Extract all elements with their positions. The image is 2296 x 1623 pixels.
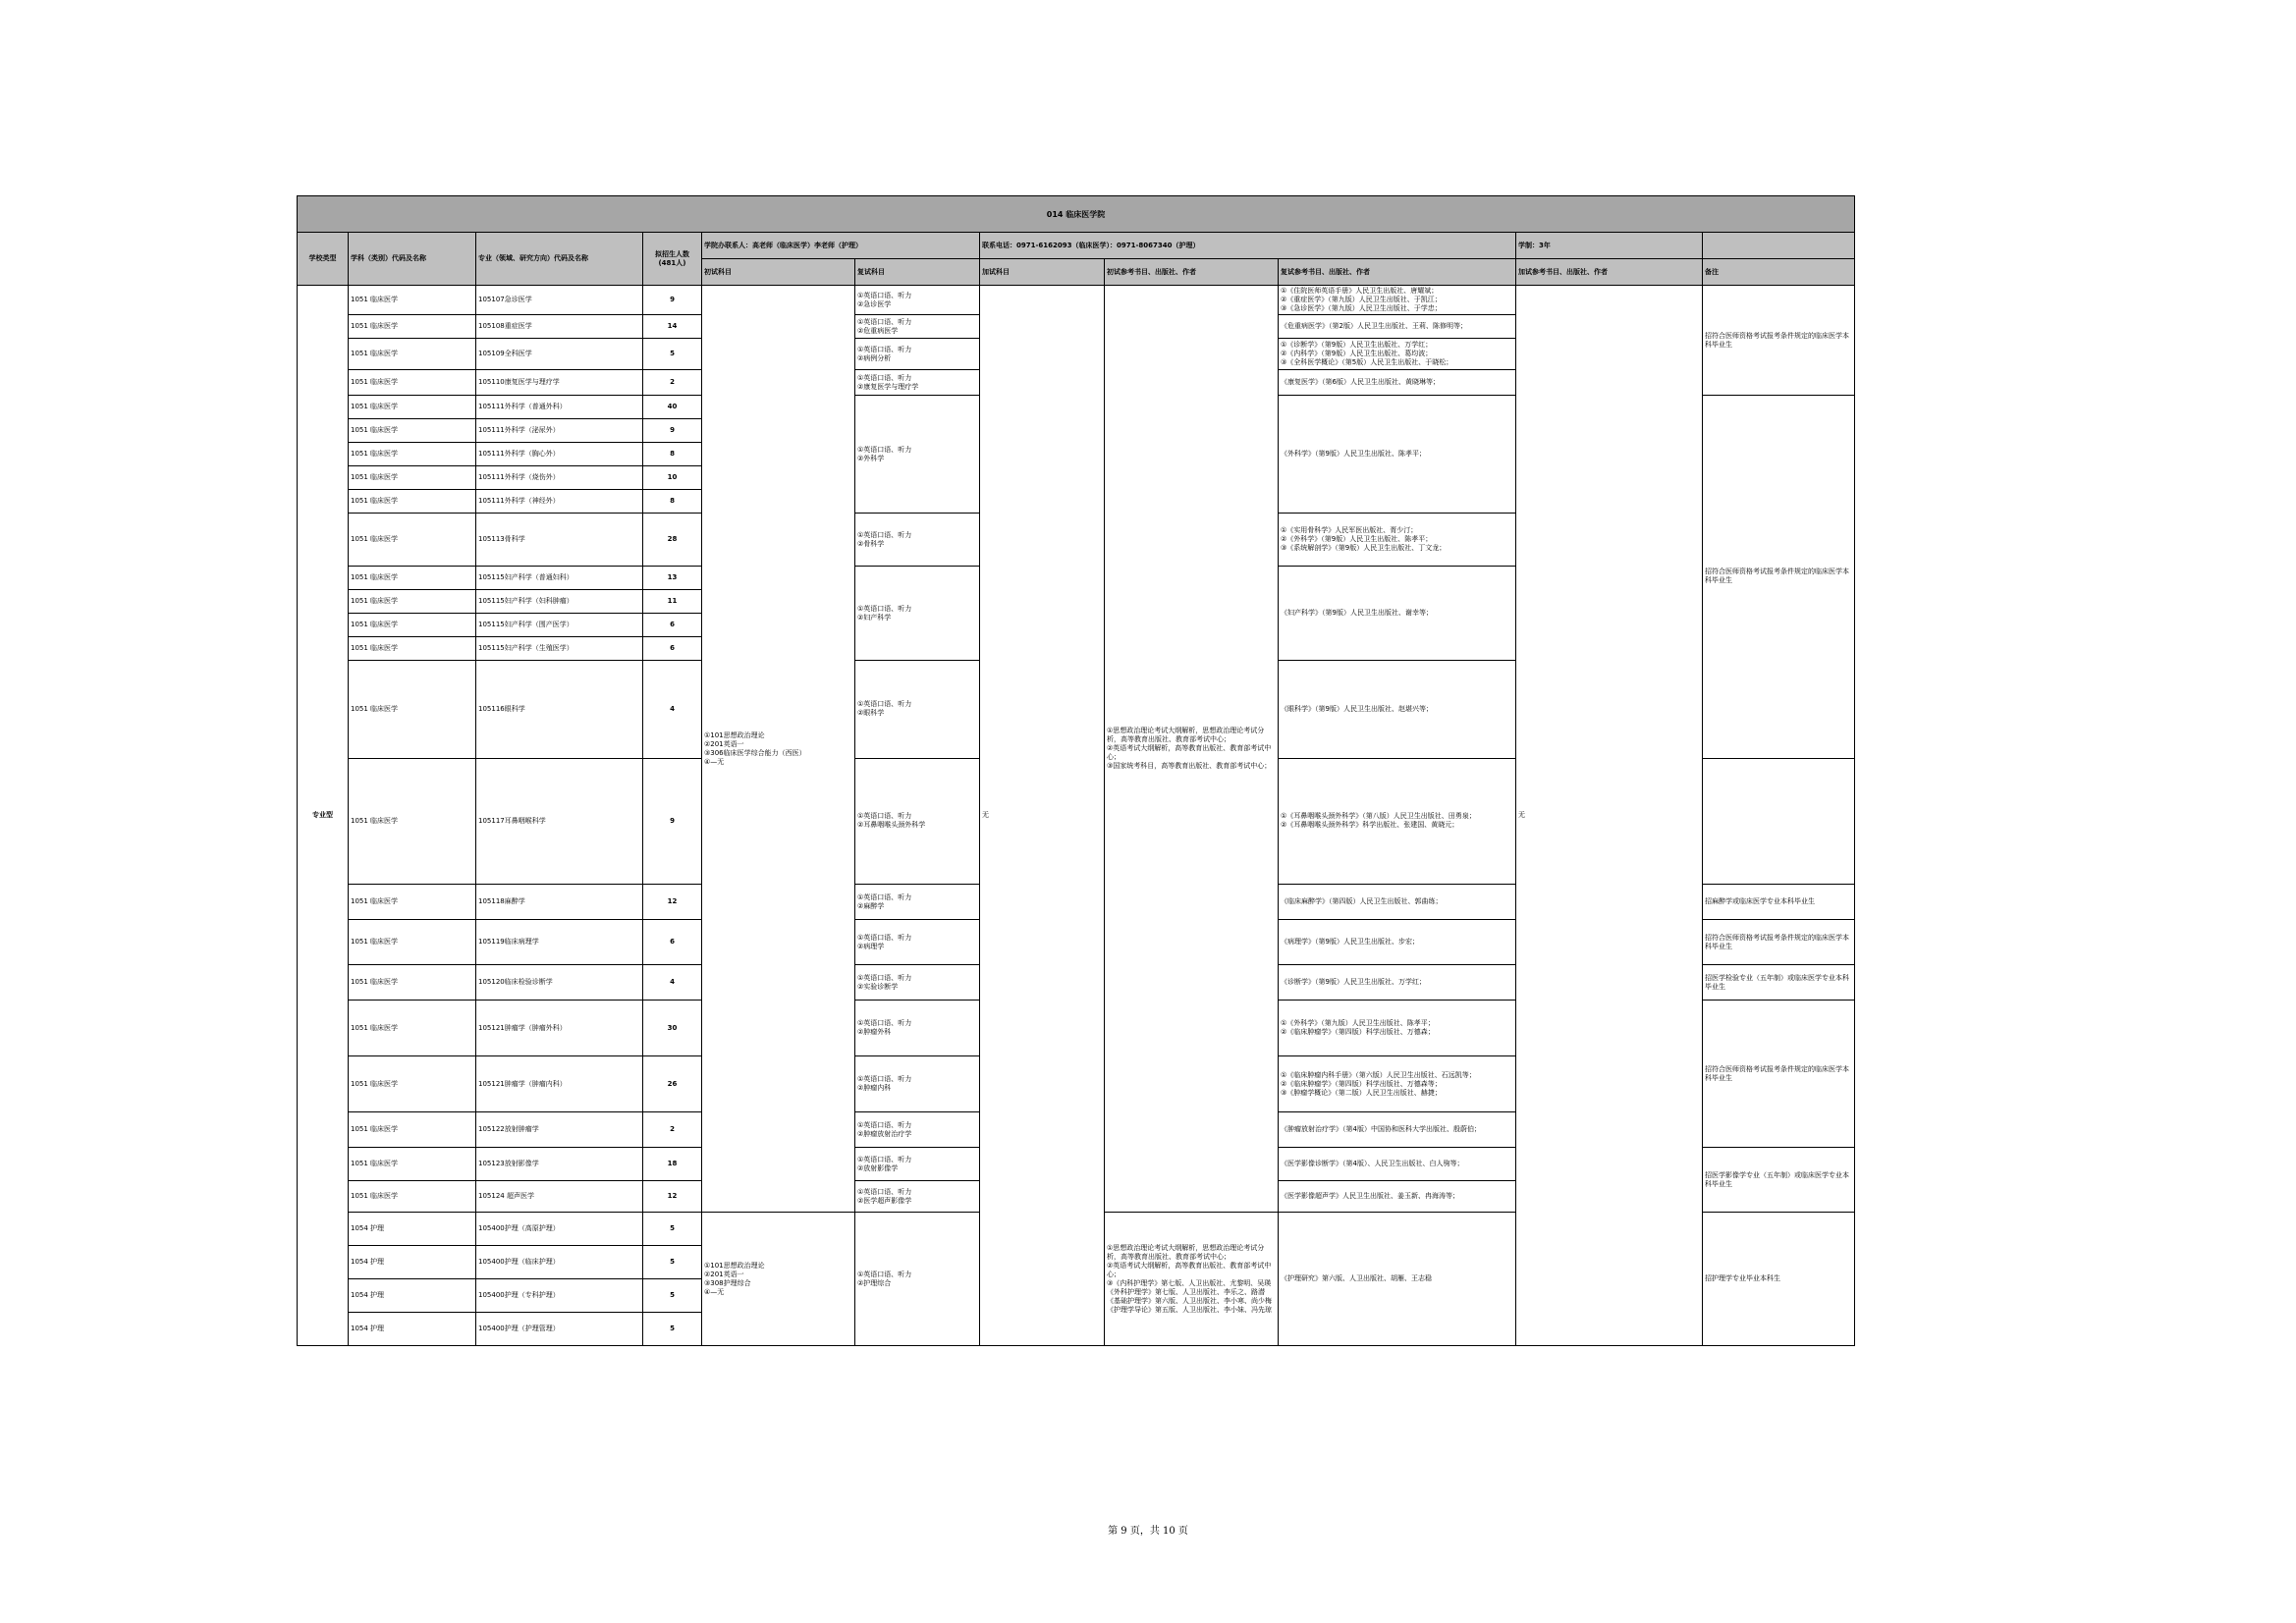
enroll-cell: 30 (643, 1001, 702, 1056)
discipline-cell: 1051 临床医学 (349, 1181, 476, 1213)
ref-retest-cell: 《危重病医学》（第2版）人民卫生出版社、王莉、陈修明等； (1279, 315, 1516, 339)
major-cell: 105116眼科学 (476, 661, 643, 759)
enroll-cell: 2 (643, 370, 702, 396)
note-cell: 招符合医师资格考试报考条件规定的临床医学本科毕业生 (1703, 1001, 1855, 1148)
enroll-cell: 12 (643, 1181, 702, 1213)
header-major: 专业（领域、研究方向）代码及名称 (476, 233, 643, 286)
ref-retest-cell: ①《外科学》（第九版）人民卫生出版社、陈孝平； ②《临床肿瘤学》（第四版）科学出版社、万德森； (1279, 1001, 1516, 1056)
discipline-cell: 1051 临床医学 (349, 1001, 476, 1056)
retest-cell: ①英语口语、听力 ②骨科学 (855, 514, 980, 567)
major-cell: 105400护理（护理管理） (476, 1313, 643, 1346)
ref-retest-cell: 《临床麻醉学》（第四版）人民卫生出版社、郭曲练； (1279, 885, 1516, 920)
header-ref-retest: 复试参考书目、出版社、作者 (1279, 259, 1516, 286)
table-title: 014 临床医学院 (298, 196, 1855, 233)
ref-retest-cell: ①《临床肿瘤内科手册》（第六版）人民卫生出版社、石远凯等； ②《临床肿瘤学》（第四版）科学出版社、万德森等； ③《肿瘤学概论》（第二版）人民卫生出版社、赫捷； (1279, 1056, 1516, 1112)
major-cell: 105111外科学（烧伤外） (476, 466, 643, 490)
major-cell: 105111外科学（普通外科） (476, 396, 643, 419)
discipline-cell: 1051 临床医学 (349, 614, 476, 637)
discipline-cell: 1051 临床医学 (349, 419, 476, 443)
page-number: 第 9 页，共 10 页 (1108, 1526, 1188, 1537)
header-ref-extra: 加试参考书目、出版社、作者 (1516, 259, 1703, 286)
discipline-cell: 1054 护理 (349, 1313, 476, 1346)
admissions-table (297, 195, 1855, 1346)
discipline-cell: 1051 临床医学 (349, 396, 476, 419)
major-cell: 105111外科学（泌尿外） (476, 419, 643, 443)
major-cell: 105121肿瘤学（肿瘤外科） (476, 1001, 643, 1056)
header-blank (1703, 233, 1855, 259)
note-cell: 招麻醉学或临床医学专业本科毕业生 (1703, 885, 1855, 920)
retest-cell: ①英语口语、听力 ②耳鼻咽喉头颈外科学 (855, 758, 980, 884)
enroll-cell: 18 (643, 1148, 702, 1181)
major-cell: 105115妇产科学（围产医学） (476, 614, 643, 637)
header-exam-first: 初试科目 (702, 259, 855, 286)
major-cell: 105110康复医学与理疗学 (476, 370, 643, 396)
ref-retest-cell: 《眼科学》（第9版）人民卫生出版社、赵堪兴等； (1279, 661, 1516, 759)
enroll-cell: 12 (643, 885, 702, 920)
major-cell: 105113骨科学 (476, 514, 643, 567)
discipline-cell: 1054 护理 (349, 1279, 476, 1313)
ref-first-nursing: ①思想政治理论考试大纲解析，思想政治理论考试分析，高等教育出版社、教育部考试中心； ②英语考试大纲解析，高等教育出版社、教育部考试中心； ③《内科护理学》第七版、人卫出版社、尤黎明、吴瑛《外科护理学》第七版、人卫出版社、李乐之、路潜《基础护理学》第六版、人卫出版社、李小寒、尚少梅《护理学导论》第五版、人卫出版社、李小妹、冯先琼 (1105, 1213, 1279, 1346)
major-cell: 105109全科医学 (476, 339, 643, 370)
enroll-cell: 26 (643, 1056, 702, 1112)
retest-cell: ①英语口语、听力 ②护理综合 (855, 1213, 980, 1346)
discipline-cell: 1051 临床医学 (349, 661, 476, 759)
enroll-cell: 5 (643, 1246, 702, 1279)
ref-retest-cell: 《外科学》（第9版）人民卫生出版社、陈孝平； (1279, 396, 1516, 514)
major-cell: 105115妇产科学（普通妇科） (476, 567, 643, 590)
header-exam-extra: 加试科目 (980, 259, 1105, 286)
header-exam-retest: 复试科目 (855, 259, 980, 286)
enroll-cell: 4 (643, 661, 702, 759)
discipline-cell: 1051 临床医学 (349, 514, 476, 567)
enroll-cell: 8 (643, 490, 702, 514)
major-cell: 105115妇产科学（妇科肿瘤） (476, 590, 643, 614)
discipline-cell: 1054 护理 (349, 1213, 476, 1246)
enroll-cell: 28 (643, 514, 702, 567)
discipline-cell: 1051 临床医学 (349, 920, 476, 965)
table-row (298, 286, 1855, 315)
enroll-cell: 6 (643, 920, 702, 965)
exam-extra-cell: 无 (980, 286, 1105, 1346)
discipline-cell: 1051 临床医学 (349, 1056, 476, 1112)
major-cell: 105124 超声医学 (476, 1181, 643, 1213)
note-cell: 招医学影像学专业（五年制）或临床医学专业本科毕业生 (1703, 1148, 1855, 1213)
enroll-cell: 6 (643, 637, 702, 661)
ref-retest-cell: 《护理研究》第六版、人卫出版社、胡雁、王志稳 (1279, 1213, 1516, 1346)
retest-cell: ①英语口语、听力 ②肿瘤外科 (855, 1001, 980, 1056)
header-school-type: 学校类型 (298, 233, 349, 286)
ref-retest-cell: 《医学影像诊断学》（第4版）、人民卫生出版社、白人驹等； (1279, 1148, 1516, 1181)
major-cell: 105111外科学（神经外） (476, 490, 643, 514)
retest-cell: ①英语口语、听力 ②急诊医学 (855, 286, 980, 315)
ref-retest-cell: 《肿瘤放射治疗学》（第4版）中国协和医科大学出版社、殷蔚伯； (1279, 1112, 1516, 1148)
major-cell: 105119临床病理学 (476, 920, 643, 965)
enroll-cell: 40 (643, 396, 702, 419)
discipline-cell: 1051 临床医学 (349, 590, 476, 614)
note-cell: 招医学检验专业（五年制）或临床医学专业本科毕业生 (1703, 965, 1855, 1001)
enroll-cell: 4 (643, 965, 702, 1001)
contact-phone: 联系电话：0971-6162093（临床医学）：0971-8067340（护理） (980, 233, 1516, 259)
discipline-cell: 1051 临床医学 (349, 443, 476, 466)
discipline-cell: 1051 临床医学 (349, 315, 476, 339)
enroll-cell: 5 (643, 1313, 702, 1346)
major-cell: 105111外科学（胸心外） (476, 443, 643, 466)
exam-first-clinical: ①101思想政治理论 ②201英语一 ③306临床医学综合能力（西医） ④—无 (702, 286, 855, 1213)
ref-retest-cell: ①《实用骨科学》人民军医出版社、胥少汀； ②《外科学》（第9版）人民卫生出版社、陈孝平； ③《系统解剖学》（第9版）人民卫生出版社、丁文龙； (1279, 514, 1516, 567)
discipline-cell: 1051 临床医学 (349, 370, 476, 396)
enroll-cell: 8 (643, 443, 702, 466)
major-cell: 105118麻醉学 (476, 885, 643, 920)
discipline-cell: 1051 临床医学 (349, 286, 476, 315)
note-cell: 招符合医师资格考试报考条件规定的临床医学本科毕业生 (1703, 286, 1855, 396)
major-cell: 105121肿瘤学（肿瘤内科） (476, 1056, 643, 1112)
note-cell: 招护理学专业毕业本科生 (1703, 1213, 1855, 1346)
retest-cell: ①英语口语、听力 ②外科学 (855, 396, 980, 514)
discipline-cell: 1051 临床医学 (349, 466, 476, 490)
school-type-cell: 专业型 (298, 286, 349, 1346)
enroll-cell: 10 (643, 466, 702, 490)
enroll-cell: 5 (643, 1213, 702, 1246)
major-cell: 105120临床检验诊断学 (476, 965, 643, 1001)
discipline-cell: 1051 临床医学 (349, 1148, 476, 1181)
enroll-cell: 6 (643, 614, 702, 637)
contact-duration: 学制：3年 (1516, 233, 1703, 259)
ref-retest-cell: ①《耳鼻咽喉头颈外科学》（第八版）人民卫生出版社、田勇泉； ②《耳鼻咽喉头颈外科学》科学出版社、张建国、黄晓元； (1279, 758, 1516, 884)
enroll-cell: 9 (643, 419, 702, 443)
exam-first-nursing: ①101思想政治理论 ②201英语一 ③308护理综合 ④—无 (702, 1213, 855, 1346)
major-cell: 105400护理（临床护理） (476, 1246, 643, 1279)
retest-cell: ①英语口语、听力 ②医学超声影像学 (855, 1181, 980, 1213)
major-cell: 105400护理（高原护理） (476, 1213, 643, 1246)
retest-cell: ①英语口语、听力 ②肿瘤放射治疗学 (855, 1112, 980, 1148)
enroll-cell: 9 (643, 758, 702, 884)
ref-retest-cell: 《妇产科学》（第9版）人民卫生出版社、谢幸等； (1279, 567, 1516, 661)
retest-cell: ①英语口语、听力 ②肿瘤内科 (855, 1056, 980, 1112)
major-cell: 105108重症医学 (476, 315, 643, 339)
discipline-cell: 1051 临床医学 (349, 490, 476, 514)
ref-retest-cell: ①《诊断学》（第9版）人民卫生出版社、万学红； ②《内科学》（第9版）人民卫生出版社、葛均波； ③《全科医学概论》（第5版）人民卫生出版社、于晓松； (1279, 339, 1516, 370)
ref-retest-cell: 《医学影像超声学》人民卫生出版社、姜玉新、冉海涛等； (1279, 1181, 1516, 1213)
major-cell: 105123放射影像学 (476, 1148, 643, 1181)
header-ref-first: 初试参考书目、出版社、作者 (1105, 259, 1279, 286)
contact-person: 学院办联系人：高老师（临床医学）李老师（护理） (702, 233, 980, 259)
header-discipline: 学科（类别）代码及名称 (349, 233, 476, 286)
retest-cell: ①英语口语、听力 ②病理学 (855, 920, 980, 965)
retest-cell: ①英语口语、听力 ②眼科学 (855, 661, 980, 759)
discipline-cell: 1051 临床医学 (349, 567, 476, 590)
ref-retest-cell: 《病理学》（第9版）人民卫生出版社、步宏； (1279, 920, 1516, 965)
discipline-cell: 1051 临床医学 (349, 965, 476, 1001)
retest-cell: ①英语口语、听力 ②实验诊断学 (855, 965, 980, 1001)
enroll-cell: 5 (643, 339, 702, 370)
retest-cell: ①英语口语、听力 ②放射影像学 (855, 1148, 980, 1181)
ref-retest-cell: ①《住院医师英语手册》人民卫生出版社、唐耀斌； ②《重症医学》（第九版）人民卫生出版社、于凯江； ③《急诊医学》（第九版）人民卫生出版社、于学忠； (1279, 286, 1516, 315)
discipline-cell: 1051 临床医学 (349, 885, 476, 920)
ref-retest-cell: 《康复医学》（第6版）人民卫生出版社、黄晓琳等； (1279, 370, 1516, 396)
major-cell: 105107急诊医学 (476, 286, 643, 315)
retest-cell: ①英语口语、听力 ②危重病医学 (855, 315, 980, 339)
enroll-cell: 2 (643, 1112, 702, 1148)
retest-cell: ①英语口语、听力 ②康复医学与理疗学 (855, 370, 980, 396)
retest-cell: ①英语口语、听力 ②病例分析 (855, 339, 980, 370)
major-cell: 105115妇产科学（生殖医学） (476, 637, 643, 661)
enroll-cell: 5 (643, 1279, 702, 1313)
retest-cell: ①英语口语、听力 ②妇产科学 (855, 567, 980, 661)
enroll-cell: 14 (643, 315, 702, 339)
retest-cell: ①英语口语、听力 ②麻醉学 (855, 885, 980, 920)
ref-retest-cell: 《诊断学》（第9版）人民卫生出版社、万学红； (1279, 965, 1516, 1001)
note-cell: 招符合医师资格考试报考条件规定的临床医学本科毕业生 (1703, 396, 1855, 759)
enroll-cell: 13 (643, 567, 702, 590)
ref-first-clinical: ①思想政治理论考试大纲解析，思想政治理论考试分析，高等教育出版社、教育部考试中心； ②英语考试大纲解析，高等教育出版社、教育部考试中心； ③国家统考科目，高等教育出版社、教育部考试中心； (1105, 286, 1279, 1213)
enroll-cell: 9 (643, 286, 702, 315)
note-cell: 招符合医师资格考试报考条件规定的临床医学本科毕业生 (1703, 920, 1855, 965)
ref-extra-cell: 无 (1516, 286, 1703, 1346)
discipline-cell: 1054 护理 (349, 1246, 476, 1279)
discipline-cell: 1051 临床医学 (349, 1112, 476, 1148)
discipline-cell: 1051 临床医学 (349, 339, 476, 370)
major-cell: 105400护理（专科护理） (476, 1279, 643, 1313)
major-cell: 105122放射肿瘤学 (476, 1112, 643, 1148)
header-enroll: 拟招生人数 (481人) (643, 233, 702, 286)
discipline-cell: 1051 临床医学 (349, 637, 476, 661)
header-note: 备注 (1703, 259, 1855, 286)
discipline-cell: 1051 临床医学 (349, 758, 476, 884)
major-cell: 105117耳鼻咽喉科学 (476, 758, 643, 884)
enroll-cell: 11 (643, 590, 702, 614)
